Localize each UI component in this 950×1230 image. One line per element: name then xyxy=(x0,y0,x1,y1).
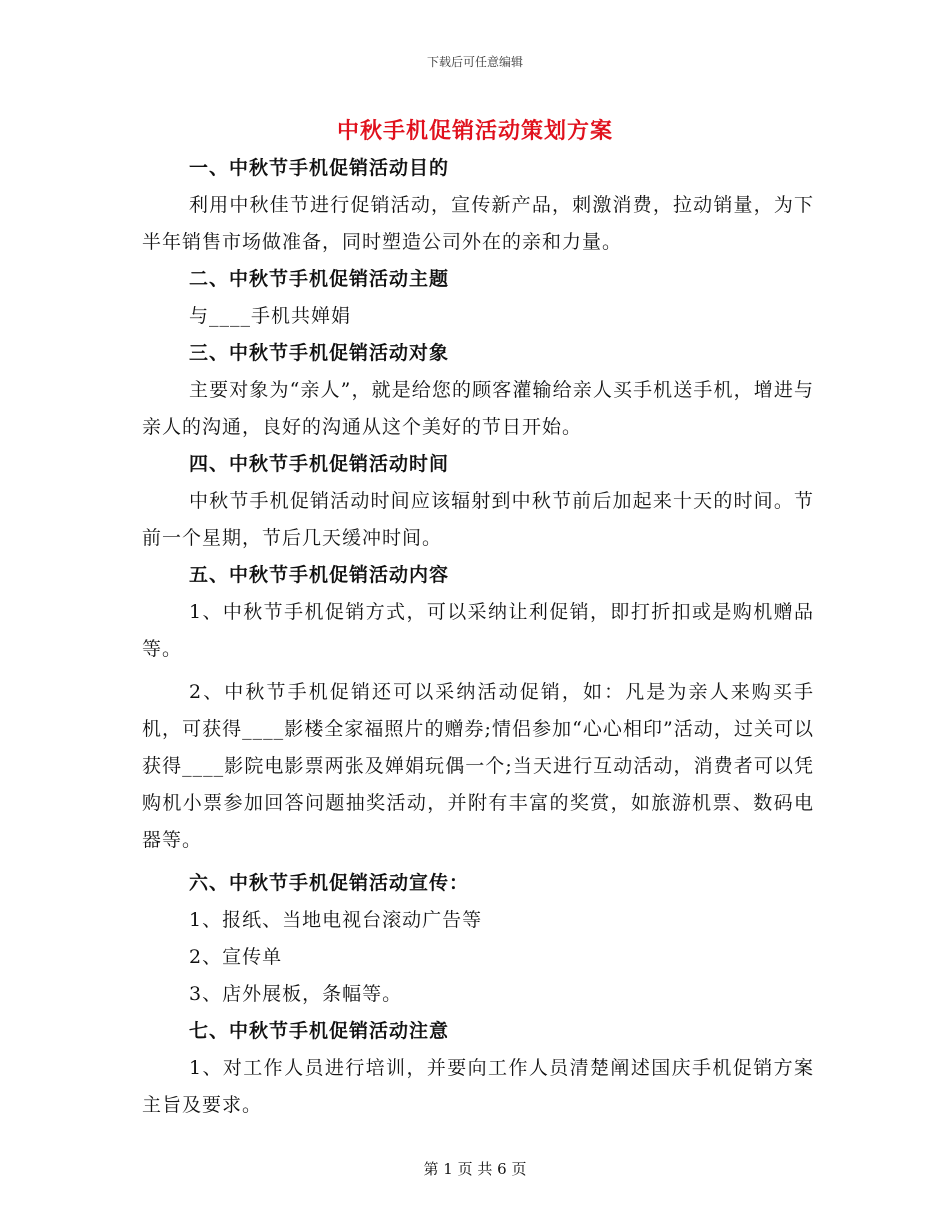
page-header: 下载后可任意编辑 xyxy=(426,55,523,69)
paragraph: 1、中秋节手机促销方式，可以采纳让利促销，即打折扣或是购机赠品等。 xyxy=(142,601,814,660)
paragraph: 2、中秋节手机促销还可以采纳活动促销，如：凡是为亲人来购买手机，可获得____影楼全家福照片的赠券;情侣参加“心心相印”活动，过关可以获得____影院电影票两张及婵娟玩偶一个;当天进行互动活动，消费者可以凭购机小票参加回答问题抽奖活动，并附有丰富的奖赏，如旅游机票、数码电器等。 xyxy=(142,681,814,851)
paragraph: 利用中秋佳节进行促销活动，宣传新产品，刺激消费，拉动销量，为下半年销售市场做准备，同时塑造公司外在的亲和力量。 xyxy=(142,194,814,253)
list-item: 1、报纸、当地电视台滚动广告等 xyxy=(189,909,483,931)
paragraph: 与____手机共婵娟 xyxy=(189,305,352,327)
section-heading: 一、中秋节手机促销活动目的 xyxy=(189,157,450,179)
list-item: 3、店外展板，条幅等。 xyxy=(189,983,403,1005)
section-heading: 四、中秋节手机促销活动时间 xyxy=(189,453,450,475)
document-body xyxy=(142,150,814,1124)
section-heading: 六、中秋节手机促销活动宣传： xyxy=(189,872,470,894)
section-heading: 五、中秋节手机促销活动内容 xyxy=(189,564,450,586)
document-title: 中秋手机促销活动策划方案 xyxy=(336,118,613,144)
section-heading: 七、中秋节手机促销活动注意 xyxy=(189,1020,450,1042)
page-footer: 第 1 页 共 6 页 xyxy=(423,1160,527,1178)
paragraph: 中秋节手机促销活动时间应该辐射到中秋节前后加起来十天的时间。节前一个星期，节后几天缓冲时间。 xyxy=(142,490,814,549)
paragraph: 主要对象为“亲人”，就是给您的顾客灌输给亲人买手机送手机，增进与亲人的沟通，良好的沟通从这个美好的节日开始。 xyxy=(142,379,814,438)
paragraph: 1、对工作人员进行培训，并要向工作人员清楚阐述国庆手机促销方案主旨及要求。 xyxy=(142,1057,814,1116)
list-item: 2、宣传单 xyxy=(189,946,283,968)
section-heading: 三、中秋节手机促销活动对象 xyxy=(189,342,450,364)
section-heading: 二、中秋节手机促销活动主题 xyxy=(189,268,450,290)
